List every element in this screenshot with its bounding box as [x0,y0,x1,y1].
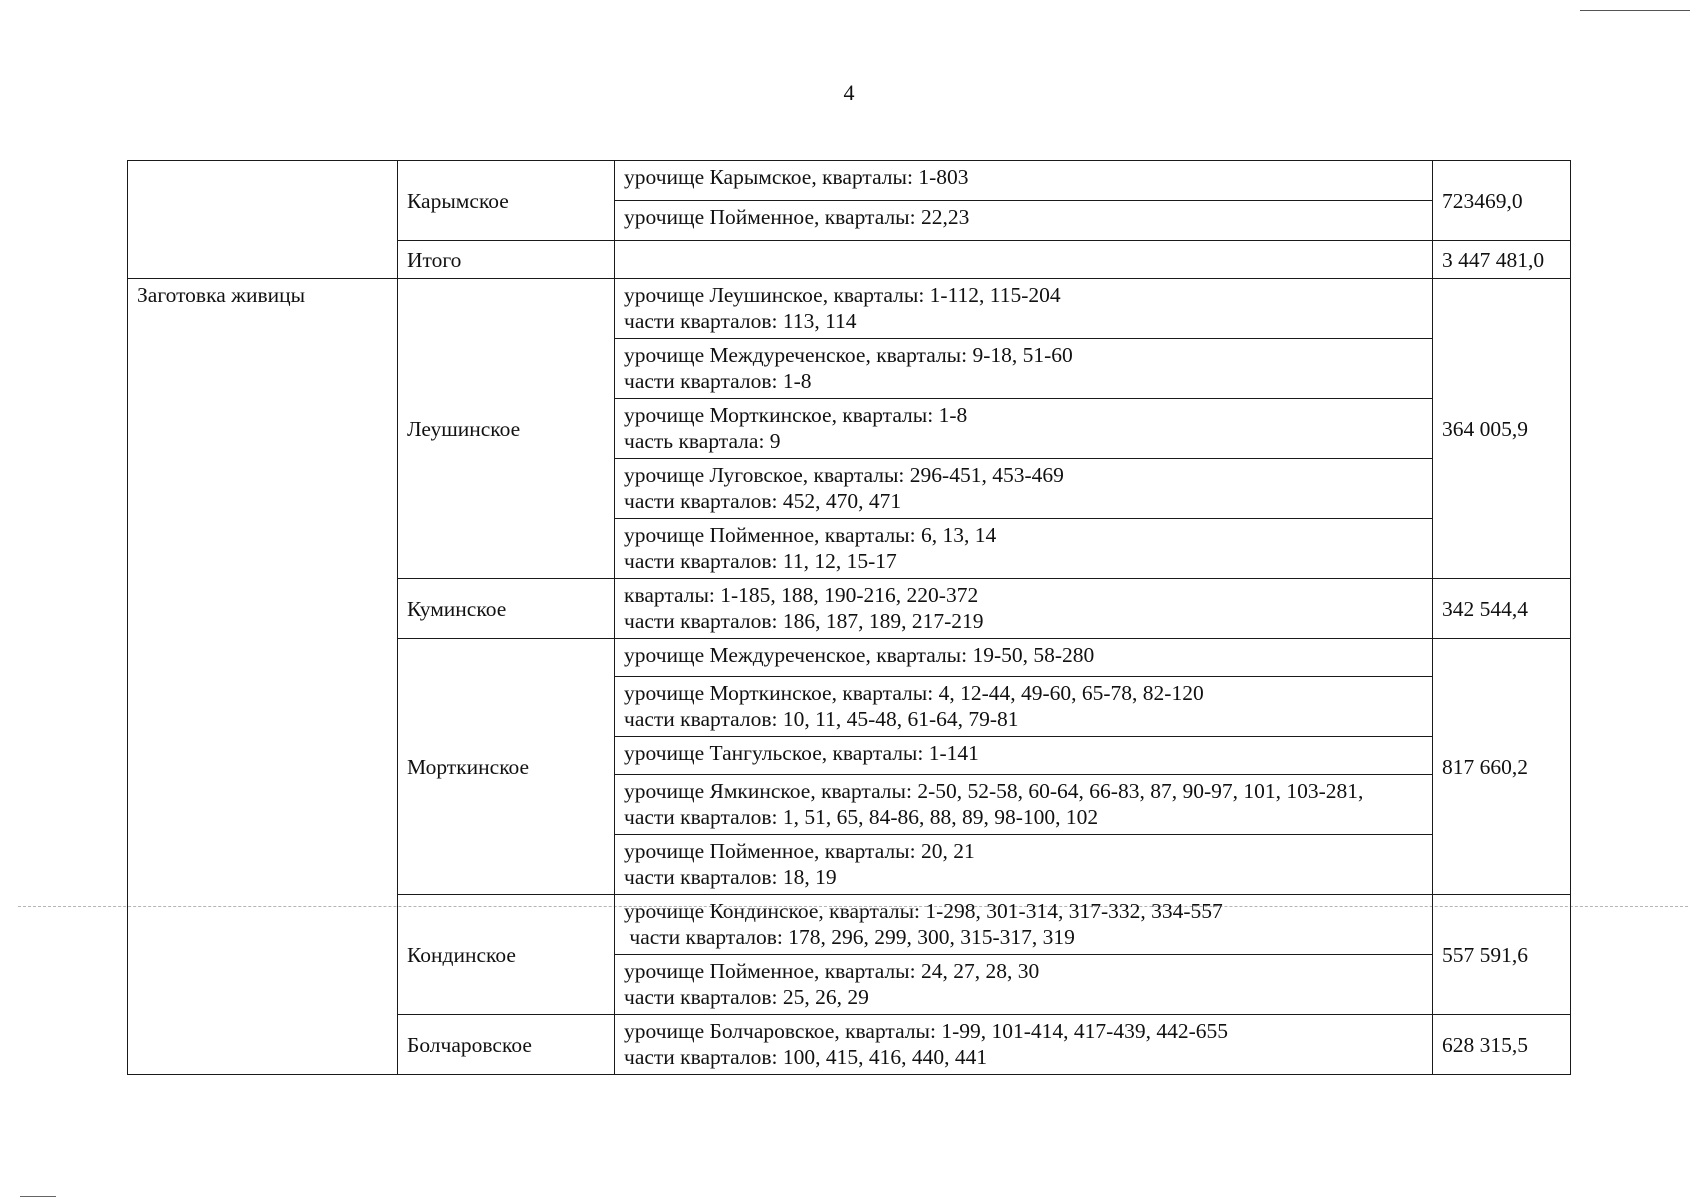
area-line: урочище Междуреченское, кварталы: 9-18, 51-60 [624,343,1073,367]
area-line: части кварталов: 10, 11, 45-48, 61-64, 79-81 [624,707,1019,731]
activity-cell-empty [128,161,398,279]
area-line: урочище Морткинское, кварталы: 1-8 [624,403,968,427]
area-line: части кварталов: 100, 415, 416, 440, 441 [624,1045,988,1069]
areas-cell [615,279,1433,339]
area-line: части кварталов: 25, 26, 29 [624,985,869,1009]
forestry-cell: Куминское [398,579,615,639]
area-line: урочище Ямкинское, кварталы: 2-50, 52-58, 60-64, 66-83, 87, 90-97, 101, 103-281, [624,779,1364,803]
areas-cell [615,161,1433,201]
area-line: части кварталов: 11, 12, 15-17 [624,549,897,573]
areas-cell-empty [615,241,1433,279]
area-value-cell: 364 005,9 [1433,279,1571,579]
activity-cell: Заготовка живицы [128,279,398,1075]
area-line: части кварталов: 452, 470, 471 [624,489,902,513]
table-row [128,161,1571,201]
areas-cell [615,579,1433,639]
area-line: части кварталов: 113, 114 [624,309,857,333]
area-value-cell: 628 315,5 [1433,1015,1571,1075]
area-line: части кварталов: 178, 296, 299, 300, 315-317, 319 [624,925,1075,949]
forestry-cell: Леушинское [398,279,615,579]
area-value-cell: 557 591,6 [1433,895,1571,1015]
area-line: урочище Пойменное, кварталы: 6, 13, 14 [624,523,997,547]
area-line: урочище Пойменное, кварталы: 24, 27, 28, 30 [624,959,1040,983]
area-line: части кварталов: 1, 51, 65, 84-86, 88, 89, 98-100, 102 [624,805,1099,829]
area-line: урочище Морткинское, кварталы: 4, 12-44, 49-60, 65-78, 82-120 [624,681,1204,705]
forestry-cell: Морткинское [398,639,615,895]
areas-cell [615,399,1433,459]
area-line: урочище Леушинское, кварталы: 1-112, 115-204 [624,283,1061,307]
area-line: части кварталов: 18, 19 [624,865,837,889]
areas-cell [615,835,1433,895]
areas-cell [615,639,1433,677]
areas-cell [615,895,1433,955]
area-line: урочище Тангульское, кварталы: 1-141 [624,741,979,765]
page-number: 4 [843,80,855,105]
corner-rule [20,1196,56,1197]
area-value-cell: 817 660,2 [1433,639,1571,895]
area-line: части кварталов: 1-8 [624,369,812,393]
areas-cell [615,459,1433,519]
area-line: урочище Пойменное, кварталы: 22,23 [624,205,970,229]
corner-rule [1580,10,1690,11]
area-line: урочище Кондинское, кварталы: 1-298, 301-314, 317-332, 334-557 [624,899,1223,923]
area-line: кварталы: 1-185, 188, 190-216, 220-372 [624,583,979,607]
areas-cell [615,519,1433,579]
total-label-cell: Итого [398,241,615,279]
areas-cell [615,737,1433,775]
forest-areas-table [127,160,1571,1075]
forestry-cell: Кондинское [398,895,615,1015]
area-line: урочище Междуреченское, кварталы: 19-50, 58-280 [624,643,1095,667]
area-line: урочище Болчаровское, кварталы: 1-99, 101-414, 417-439, 442-655 [624,1019,1228,1043]
areas-cell [615,955,1433,1015]
area-value-cell: 342 544,4 [1433,579,1571,639]
areas-cell [615,1015,1433,1075]
areas-cell [615,677,1433,737]
areas-cell [615,775,1433,835]
area-line: урочище Луговское, кварталы: 296-451, 453-469 [624,463,1064,487]
area-line: урочище Карымское, кварталы: 1-803 [624,165,969,189]
areas-cell [615,201,1433,241]
forestry-cell: Карымское [398,161,615,241]
forestry-cell: Болчаровское [398,1015,615,1075]
area-line: урочище Пойменное, кварталы: 20, 21 [624,839,975,863]
areas-cell [615,339,1433,399]
table-row [128,279,1571,339]
total-value-cell: 3 447 481,0 [1433,241,1571,279]
area-value-cell: 723469,0 [1433,161,1571,241]
area-line: части кварталов: 186, 187, 189, 217-219 [624,609,984,633]
area-line: часть квартала: 9 [624,429,781,453]
